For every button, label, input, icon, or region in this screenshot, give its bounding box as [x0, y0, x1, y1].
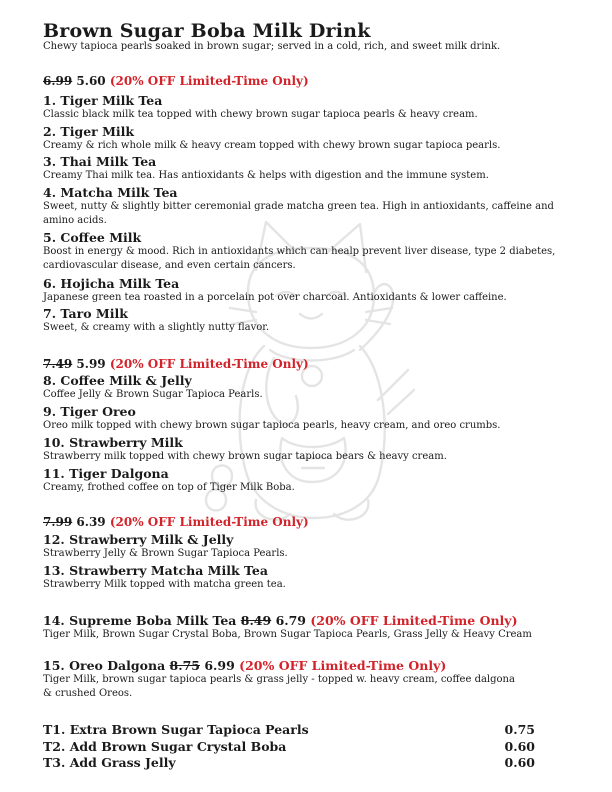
item-desc: Boost in energy & mood. Rich in antioxidants which can healp prevent liver disease, type 2 diabetes, cardiovascular disease, and even certain cancers. [43, 246, 556, 271]
item-desc: Sweet, & creamy with a slightly nutty flavor. [43, 322, 270, 333]
topping-name: T2. Add Brown Sugar Crystal Boba [43, 739, 287, 754]
menu-item [43, 154, 563, 183]
item-name: 12. Strawberry Milk & Jelly [43, 532, 234, 547]
new-price: 6.39 [76, 515, 106, 529]
item-desc: Creamy & rich whole milk & heavy cream topped with chewy brown sugar tapioca pearls. [43, 140, 501, 151]
item-name: 1. Tiger Milk Tea [43, 93, 163, 108]
topping-price: 0.75 [504, 722, 535, 737]
offer-label: (20% OFF Limited-Time Only) [310, 613, 518, 628]
old-price: 8.75 [169, 658, 200, 673]
item-name: 8. Coffee Milk & Jelly [43, 373, 192, 388]
item-desc: Oreo milk topped with chewy brown sugar tapioca pearls, heavy cream, and oreo crumbs. [43, 420, 501, 431]
item-desc: Sweet, nutty & slightly bitter ceremonial grade matcha green tea. High in antioxidants, caffeine and amino acids. [43, 201, 554, 226]
section-2-price [43, 357, 309, 371]
section-1-price [43, 74, 309, 88]
item-name: 2. Tiger Milk [43, 124, 135, 139]
menu-item [43, 185, 563, 228]
topping-row [43, 739, 535, 755]
item-name: 7. Taro Milk [43, 306, 128, 321]
new-price: 6.79 [275, 613, 307, 628]
old-price: 7.99 [43, 515, 73, 529]
item-name: 11. Tiger Dalgona [43, 466, 169, 481]
menu-item [43, 532, 563, 561]
item-desc: Strawberry Milk topped with matcha green tea. [43, 579, 286, 590]
offer-label: (20% OFF Limited-Time Only) [109, 357, 309, 371]
menu-item [43, 230, 563, 273]
special-item-14 [43, 613, 518, 628]
item-name: 15. Oreo Dalgona [43, 658, 166, 673]
item-name: 9. Tiger Oreo [43, 404, 136, 419]
menu-item [43, 93, 563, 122]
offer-label: (20% OFF Limited-Time Only) [239, 658, 447, 673]
new-price: 5.60 [76, 74, 106, 88]
topping-row [43, 722, 535, 738]
page-title: Brown Sugar Boba Milk Drink [43, 20, 371, 42]
item-desc: Classic black milk tea topped with chewy brown sugar tapioca pearls & heavy cream. [43, 109, 478, 120]
menu-item [43, 276, 563, 305]
old-price: 7.49 [43, 357, 73, 371]
item-desc: Strawberry Jelly & Brown Sugar Tapioca Pearls. [43, 548, 288, 559]
topping-name: T3. Add Grass Jelly [43, 755, 176, 770]
new-price: 5.99 [76, 357, 106, 371]
item-name: 13. Strawberry Matcha Milk Tea [43, 563, 268, 578]
menu-item [43, 404, 563, 433]
topping-name: T1. Extra Brown Sugar Tapioca Pearls [43, 722, 309, 737]
menu-item [43, 373, 563, 402]
menu-item [43, 306, 563, 335]
item-name: 10. Strawberry Milk [43, 435, 183, 450]
item-name: 3. Thai Milk Tea [43, 154, 157, 169]
section-3-price [43, 515, 309, 529]
item-desc: Coffee Jelly & Brown Sugar Tapioca Pearls. [43, 389, 263, 400]
old-price: 6.99 [43, 74, 73, 88]
item-desc: Japanese green tea roasted in a porcelain pot over charcoal. Antioxidants & lower caffeine. [43, 292, 507, 303]
topping-price: 0.60 [504, 739, 535, 754]
new-price: 6.99 [204, 658, 235, 673]
item-desc: Tiger Milk, brown sugar tapioca pearls & grass jelly - topped w. heavy cream, coffee dalgona & crushed Oreos. [43, 674, 515, 699]
old-price: 8.49 [240, 613, 272, 628]
item-name: 4. Matcha Milk Tea [43, 185, 178, 200]
item-name: 14. Supreme Boba Milk Tea [43, 613, 237, 628]
item-name: 6. Hojicha Milk Tea [43, 276, 180, 291]
offer-label: (20% OFF Limited-Time Only) [109, 74, 309, 88]
item-desc: Creamy Thai milk tea. Has antioxidants & helps with digestion and the immune system. [43, 170, 489, 181]
item-desc: Creamy, frothed coffee on top of Tiger Milk Boba. [43, 482, 295, 493]
page-subtitle: Chewy tapioca pearls soaked in brown sugar; served in a cold, rich, and sweet milk drink. [43, 41, 501, 52]
topping-price: 0.60 [504, 755, 535, 770]
menu-item [43, 563, 563, 592]
offer-label: (20% OFF Limited-Time Only) [109, 515, 309, 529]
topping-row [43, 755, 535, 771]
item-desc: Tiger Milk, Brown Sugar Crystal Boba, Brown Sugar Tapioca Pearls, Grass Jelly & Heavy Cream [43, 629, 532, 640]
menu-item [43, 124, 563, 153]
item-desc: Strawberry milk topped with chewy brown sugar tapioca bears & heavy cream. [43, 451, 447, 462]
menu-item [43, 435, 563, 464]
item-name: 5. Coffee Milk [43, 230, 142, 245]
menu-item [43, 466, 563, 495]
special-item-15 [43, 658, 446, 673]
